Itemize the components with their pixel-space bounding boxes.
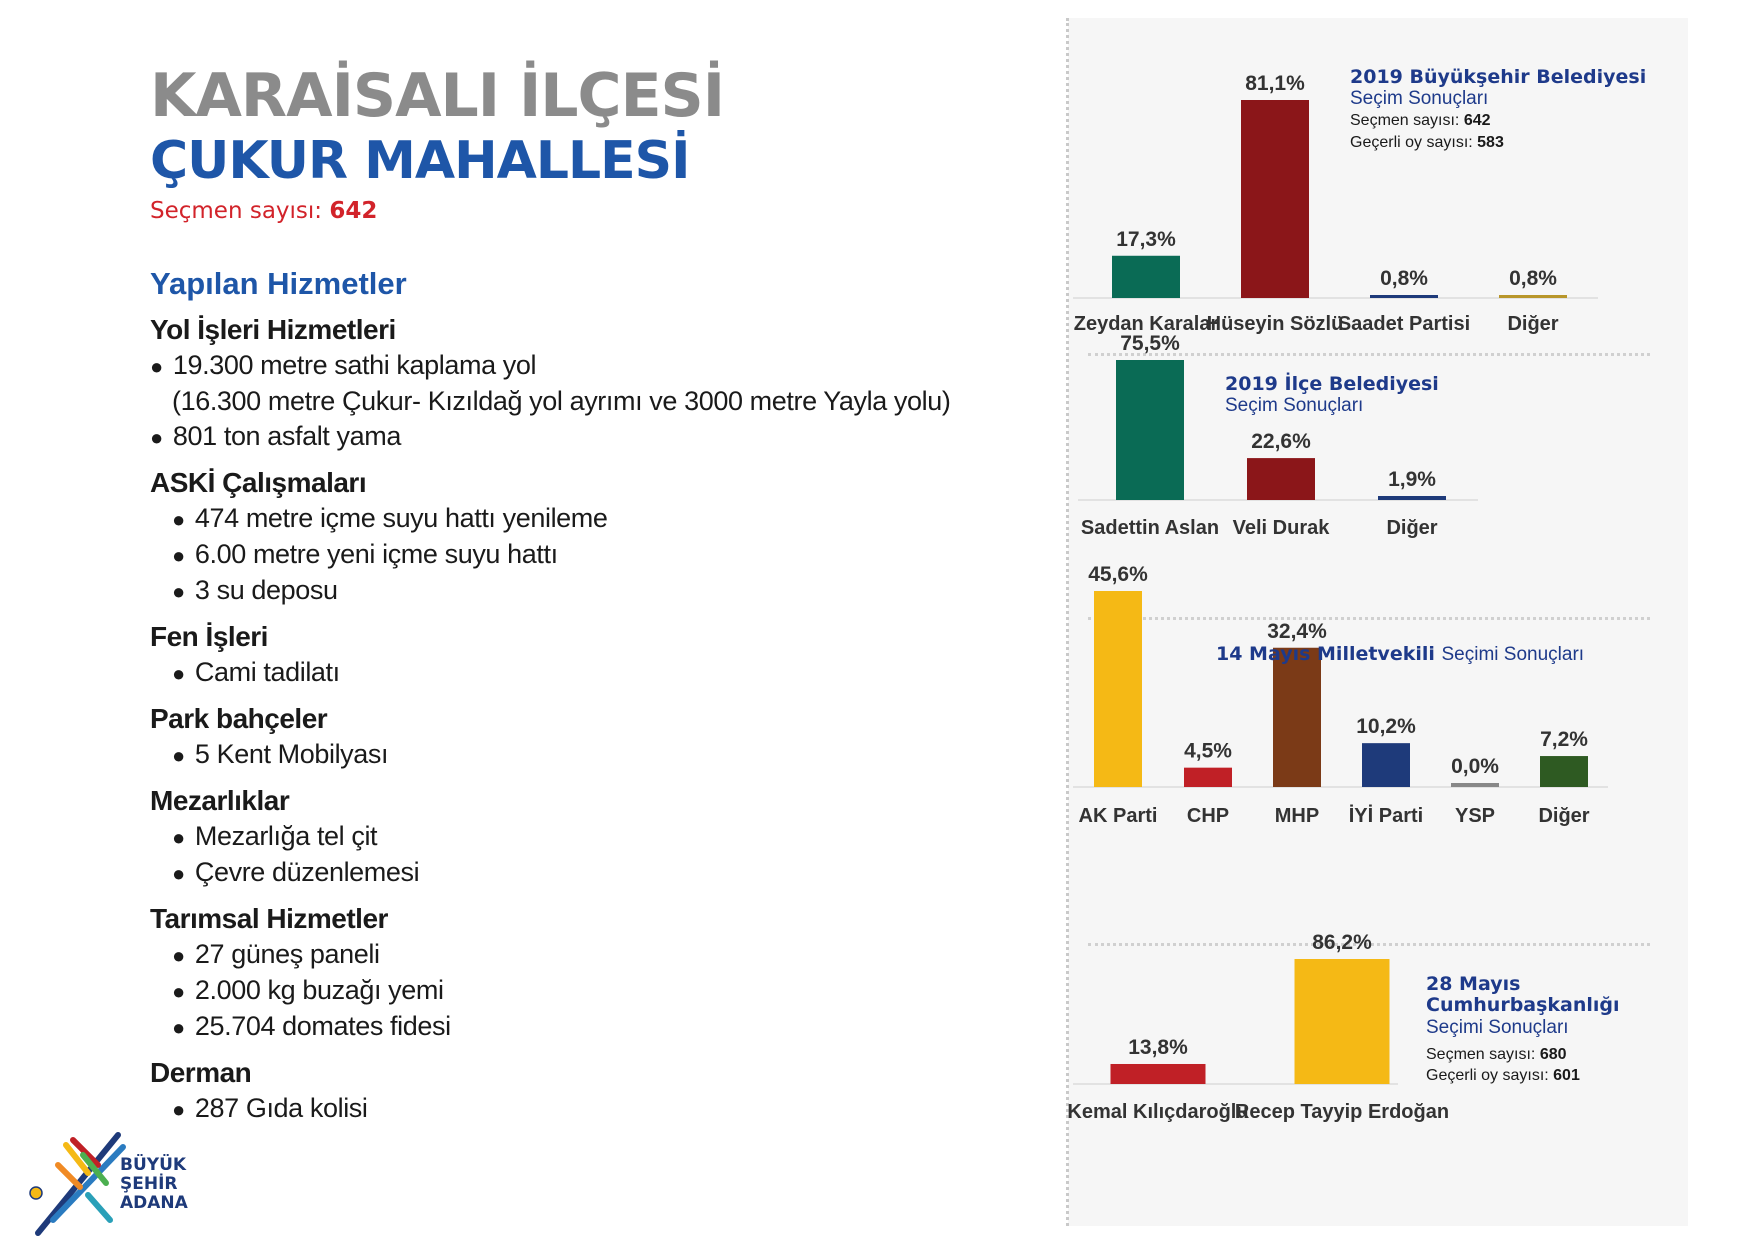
chart-subtitle: Seçim Sonuçları	[1225, 395, 1364, 416]
bar	[1295, 959, 1390, 1084]
data-label: 17,3%	[1116, 227, 1176, 251]
list-item: ● Çevre düzenlemesi	[172, 857, 420, 887]
category-title: Derman	[150, 1057, 252, 1088]
voter-count	[150, 198, 1030, 224]
voter-count-value: 642	[329, 198, 378, 224]
bar	[1184, 768, 1232, 787]
data-label: 10,2%	[1356, 715, 1416, 739]
chart-title: 2019 Büyükşehir Belediyesi	[1350, 66, 1647, 88]
voter-count-label: Seçmen sayısı:	[150, 198, 323, 224]
list-item: ● 287 Gıda kolisi	[172, 1093, 368, 1123]
bar	[1112, 256, 1180, 298]
category-label: CHP	[1186, 805, 1230, 827]
category-title: Yol İşleri Hizmetleri	[150, 314, 396, 345]
chart-title: 28 Mayıs	[1426, 973, 1521, 995]
data-label: 86,2%	[1312, 931, 1372, 954]
chart-separator	[1088, 617, 1650, 620]
list-item: ● 6.00 metre yeni içme suyu hattı	[172, 539, 558, 569]
bar	[1094, 591, 1142, 787]
district-title: KARAİSALI İLÇESİ	[150, 61, 725, 131]
bar	[1241, 100, 1309, 298]
list-item: ● 2.000 kg buzağı yemi	[172, 975, 444, 1005]
list-item: ● 801 ton asfalt yama	[150, 421, 401, 451]
category-title: ASKİ Çalışmaları	[150, 467, 367, 498]
chart-info: Seçmen sayısı: 642	[1350, 112, 1491, 129]
list-item: ● 3 su deposu	[172, 575, 338, 605]
category-label: Veli Durak	[1232, 517, 1330, 539]
bar	[1370, 295, 1438, 298]
chart-cumhurbaskanligi-2023	[1067, 931, 1688, 1178]
category-label: YSP	[1454, 805, 1496, 827]
category-label: Kemal Kılıçdaroğlu	[1067, 1101, 1249, 1123]
category-label: MHP	[1274, 805, 1320, 827]
category-items	[150, 1091, 1030, 1127]
category-label: Diğer	[1538, 805, 1590, 827]
category-items	[150, 737, 1030, 773]
bar	[1247, 458, 1315, 500]
list-item: ● 25.704 domates fidesi	[172, 1011, 451, 1041]
chart-info: Geçerli oy sayısı: 583	[1350, 134, 1504, 151]
chart-title: Cumhurbaşkanlığı	[1426, 994, 1620, 1016]
chart-subtitle: Seçimi Sonuçları	[1426, 1017, 1569, 1038]
category-items	[150, 819, 1030, 891]
category-title: Mezarlıklar	[150, 785, 290, 816]
chart-milletvekili-2023	[1068, 563, 1688, 939]
data-label: 1,9%	[1388, 468, 1436, 491]
list-item: ● 27 güneş paneli	[172, 939, 380, 969]
data-label: 4,5%	[1184, 739, 1232, 763]
data-label: 0,8%	[1509, 267, 1557, 290]
list-item: ● Mezarlığa tel çit	[172, 821, 378, 851]
list-item: ● 474 metre içme suyu hattı yenileme	[172, 503, 608, 533]
category-label: İYİ Parti	[1348, 805, 1424, 827]
chart-title: 14 Mayıs Milletvekili Seçimi Sonuçları	[1216, 643, 1585, 665]
data-label: 13,8%	[1128, 1035, 1188, 1059]
bar	[1499, 295, 1567, 298]
bar	[1116, 360, 1184, 500]
bar	[1451, 783, 1499, 787]
data-label: 7,2%	[1540, 728, 1588, 752]
category-label: Diğer	[1507, 313, 1559, 335]
category-title: Park bahçeler	[150, 703, 328, 734]
bar	[1362, 743, 1410, 787]
data-label: 75,5%	[1120, 332, 1180, 355]
category-title: Fen İşleri	[150, 621, 268, 652]
data-label: 45,6%	[1088, 563, 1148, 586]
bar	[1111, 1064, 1206, 1084]
chart-info: Seçmen sayısı: 680	[1426, 1046, 1567, 1063]
category-label: Saadet Partisi	[1337, 313, 1471, 335]
neighborhood-title: ÇUKUR MAHALLESİ	[150, 131, 690, 191]
data-label: 81,1%	[1245, 72, 1305, 95]
services-title: Yapılan Hizmetler	[150, 266, 407, 301]
category-label: AK Parti	[1078, 805, 1158, 827]
category-items	[150, 348, 1030, 455]
data-label: 32,4%	[1267, 619, 1327, 643]
bar	[1540, 756, 1588, 787]
chart-ilce-2019	[1068, 332, 1688, 613]
category-items	[150, 937, 1030, 1045]
left-panel	[150, 60, 1030, 1127]
chart-buyuksehir-2019	[1068, 18, 1688, 348]
list-item: ● Cami tadilatı	[172, 657, 340, 687]
data-label: 22,6%	[1251, 430, 1311, 454]
data-label: 0,0%	[1451, 755, 1499, 778]
category-label: Recep Tayyip Erdoğan	[1234, 1101, 1450, 1123]
category-label: Hüseyin Sözlü	[1206, 313, 1344, 335]
list-item: (16.300 metre Çukur- Kızıldağ yol ayrımı ve 3000 metre Yayla yolu)	[172, 386, 951, 416]
category-items	[150, 501, 1030, 609]
chart-title: 2019 İlçe Belediyesi	[1225, 373, 1439, 395]
bar	[1378, 496, 1446, 500]
category-title: Tarımsal Hizmetler	[150, 903, 388, 934]
chart-subtitle: Seçim Sonuçları	[1350, 88, 1489, 109]
data-label: 0,8%	[1380, 267, 1428, 290]
list-item: ● 5 Kent Mobilyası	[172, 739, 389, 769]
category-items	[150, 655, 1030, 691]
category-label: Zeydan Karalar	[1073, 313, 1219, 335]
logo-text: BÜYÜK ŞEHİR ADANA	[120, 1155, 188, 1213]
chart-info: Geçerli oy sayısı: 601	[1426, 1067, 1580, 1084]
list-item: ● 19.300 metre sathi kaplama yol	[150, 350, 537, 380]
category-label: Diğer	[1386, 517, 1438, 539]
category-label: Sadettin Aslan	[1080, 517, 1220, 539]
bar	[1273, 648, 1321, 787]
